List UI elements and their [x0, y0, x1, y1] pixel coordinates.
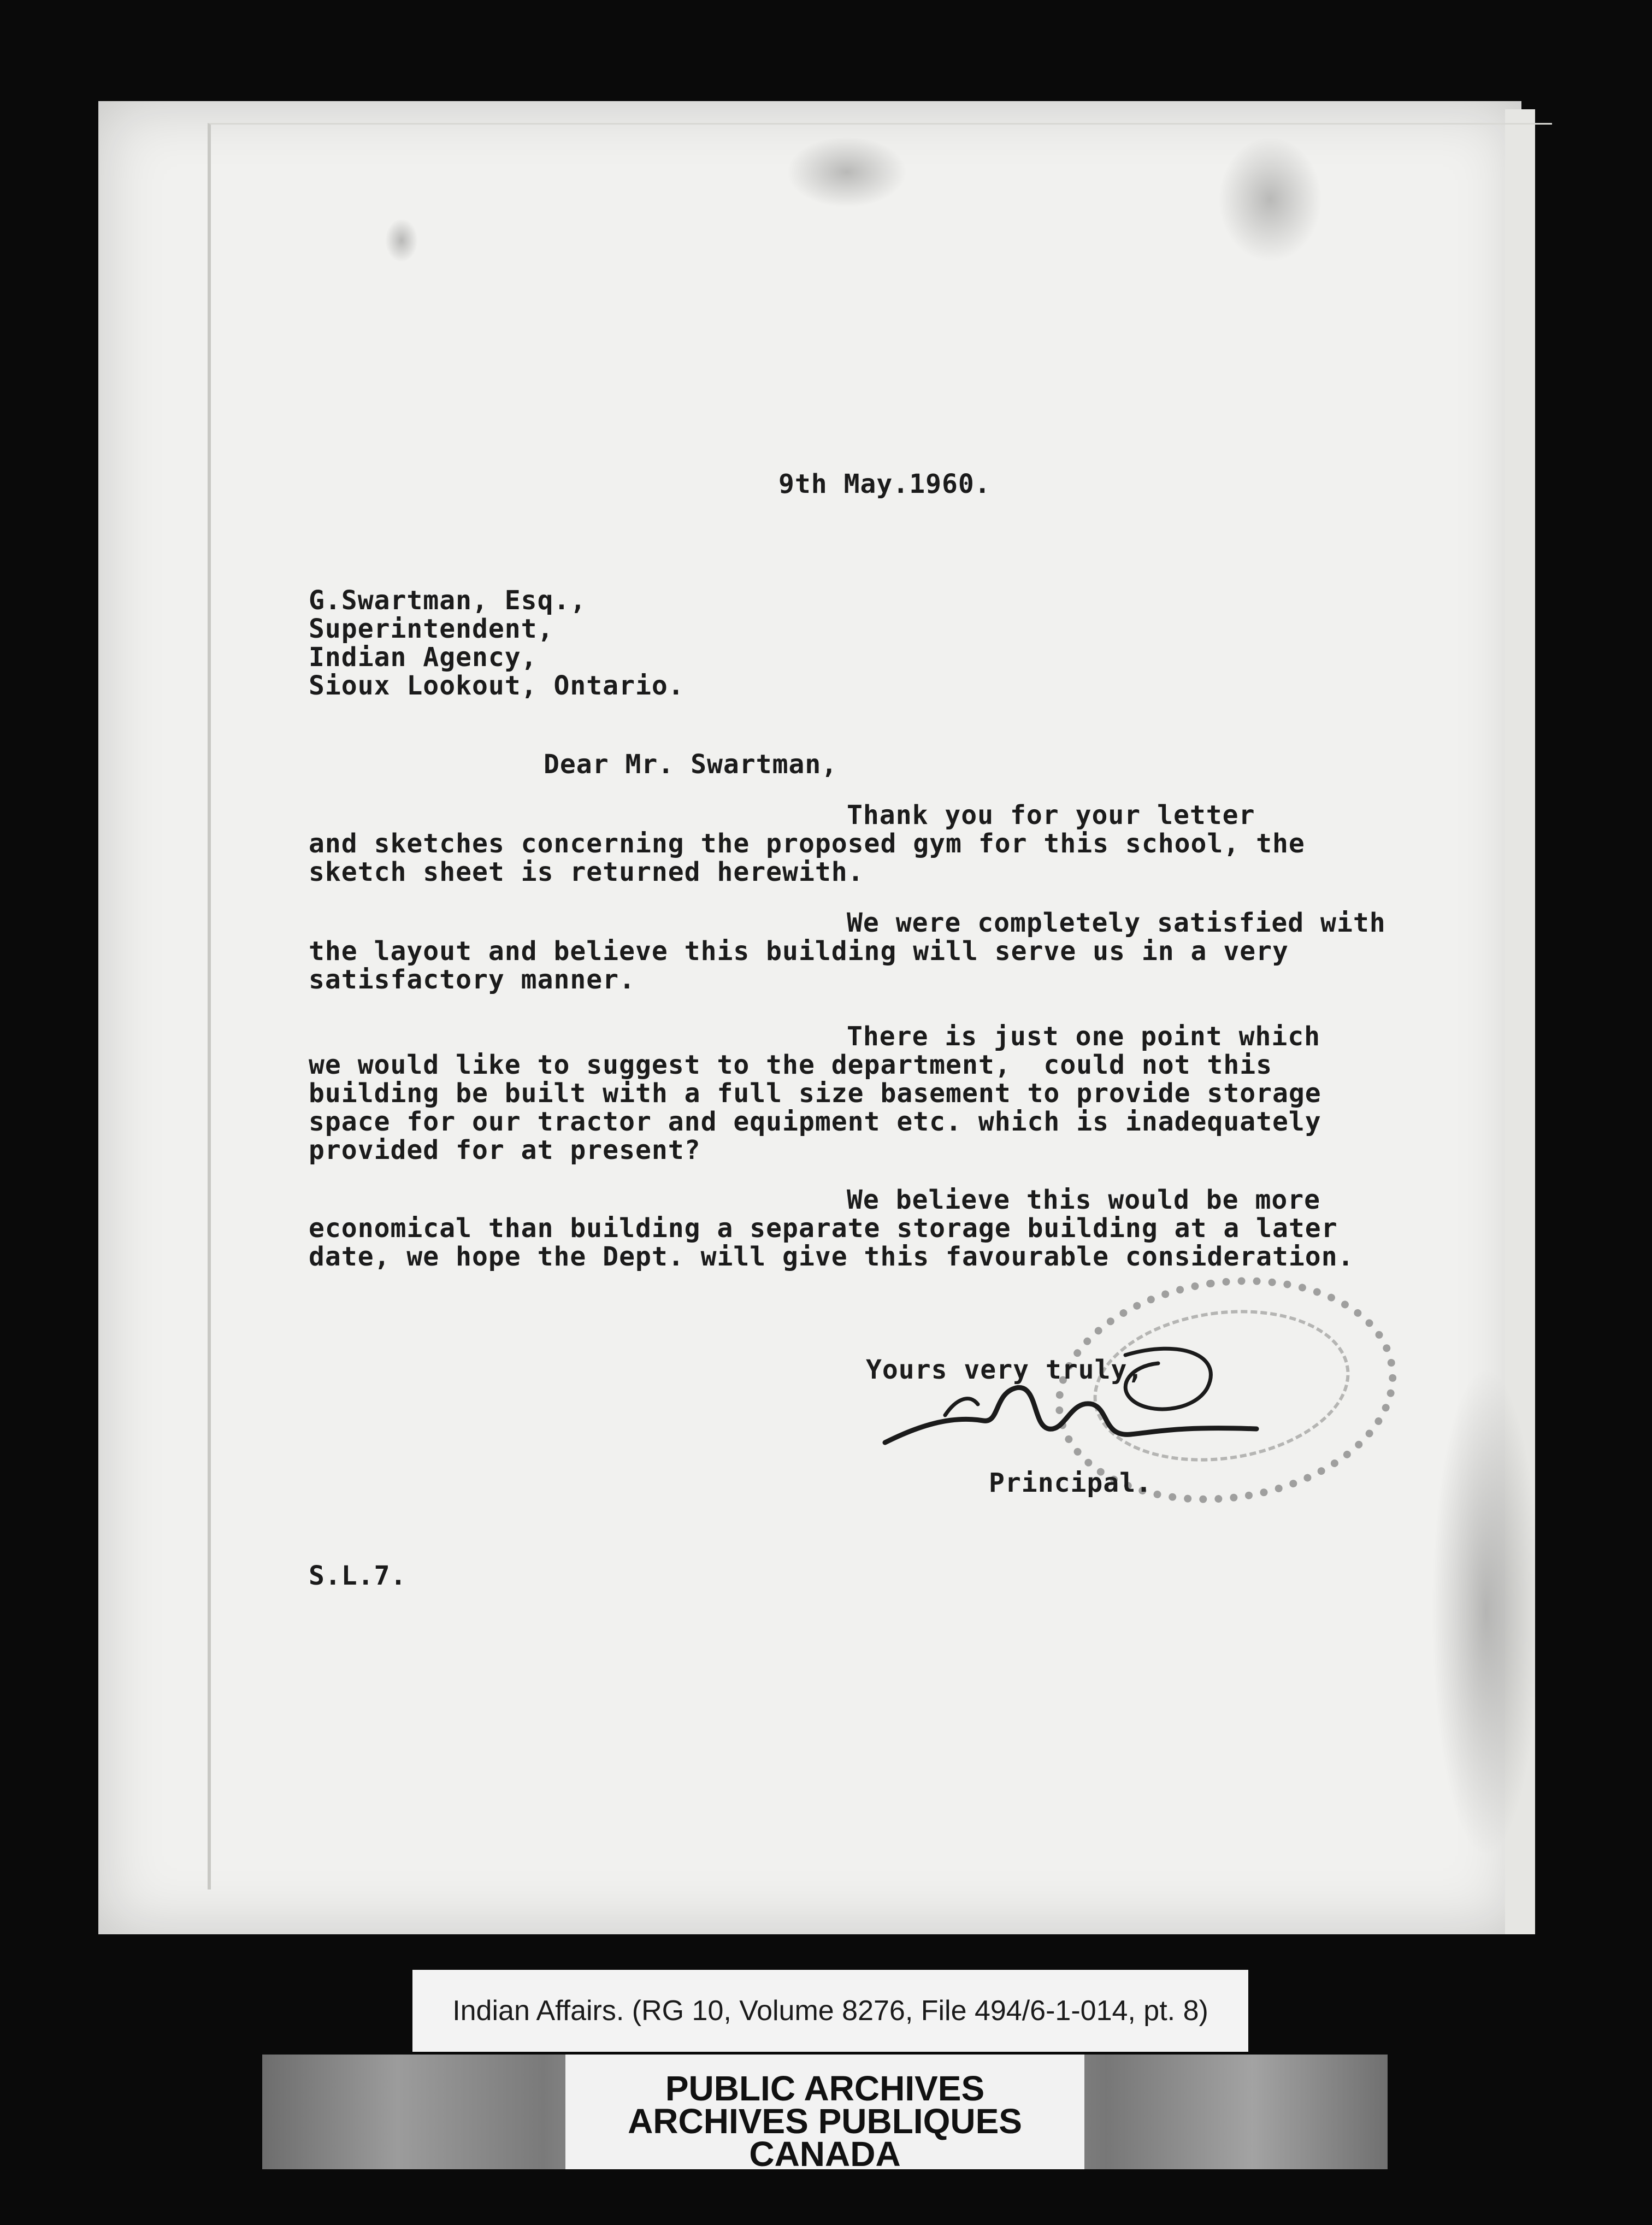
paragraph-line: we would like to suggest to the department, could not this [309, 1050, 1273, 1080]
staple-mark [1218, 137, 1322, 262]
paragraph-line: Thank you for your letter [847, 800, 1255, 831]
paragraph-line: satisfactory manner. [309, 964, 635, 995]
letter-date: 9th May.1960. [778, 469, 991, 499]
salutation: Dear Mr. Swartman, [544, 749, 838, 780]
paragraph-line: date, we hope the Dept. will give this favourable consideration. [309, 1241, 1354, 1272]
paragraph-line: space for our tractor and equipment etc. which is inadequately [309, 1106, 1321, 1137]
address-line: Sioux Lookout, Ontario. [309, 670, 685, 701]
archive-name-en: PUBLIC ARCHIVES [665, 2069, 985, 2108]
reference-code: S.L.7. [309, 1561, 407, 1591]
signer-title: Principal. [989, 1468, 1152, 1498]
paragraph-line: building be built with a full size basement to provide storage [309, 1078, 1321, 1109]
address-line: Superintendent, [309, 614, 554, 644]
paragraph-line: provided for at present? [309, 1135, 701, 1166]
paragraph-line: We were completely satisfied with [847, 908, 1386, 938]
right-edge-shading [1431, 1366, 1541, 1858]
paragraph-line: the layout and believe this building will serve us in a very [309, 936, 1289, 967]
paragraph-line: economical than building a separate storage building at a later [309, 1213, 1338, 1244]
citation-label [412, 1970, 1248, 2052]
paragraph-line: There is just one point which [847, 1021, 1321, 1052]
archive-name-fr: ARCHIVES PUBLIQUES [628, 2102, 1022, 2141]
citation-text: Indian Affairs. (RG 10, Volume 8276, File 494/6-1-014, pt. 8) [452, 1995, 1208, 2027]
address-line: G.Swartman, Esq., [309, 585, 587, 616]
paragraph-line: and sketches concerning the proposed gym for this school, the [309, 828, 1305, 859]
top-smudge [787, 137, 907, 208]
archive-country: CANADA [749, 2134, 901, 2174]
handwritten-signature [874, 1333, 1289, 1475]
paragraph-line: sketch sheet is returned herewith. [309, 857, 864, 887]
page-edge-shadow [208, 123, 1552, 1890]
paragraph-line: We believe this would be more [847, 1185, 1321, 1215]
closing: Yours very truly, [866, 1355, 1144, 1385]
left-mark [385, 219, 418, 262]
address-line: Indian Agency, [309, 642, 538, 673]
